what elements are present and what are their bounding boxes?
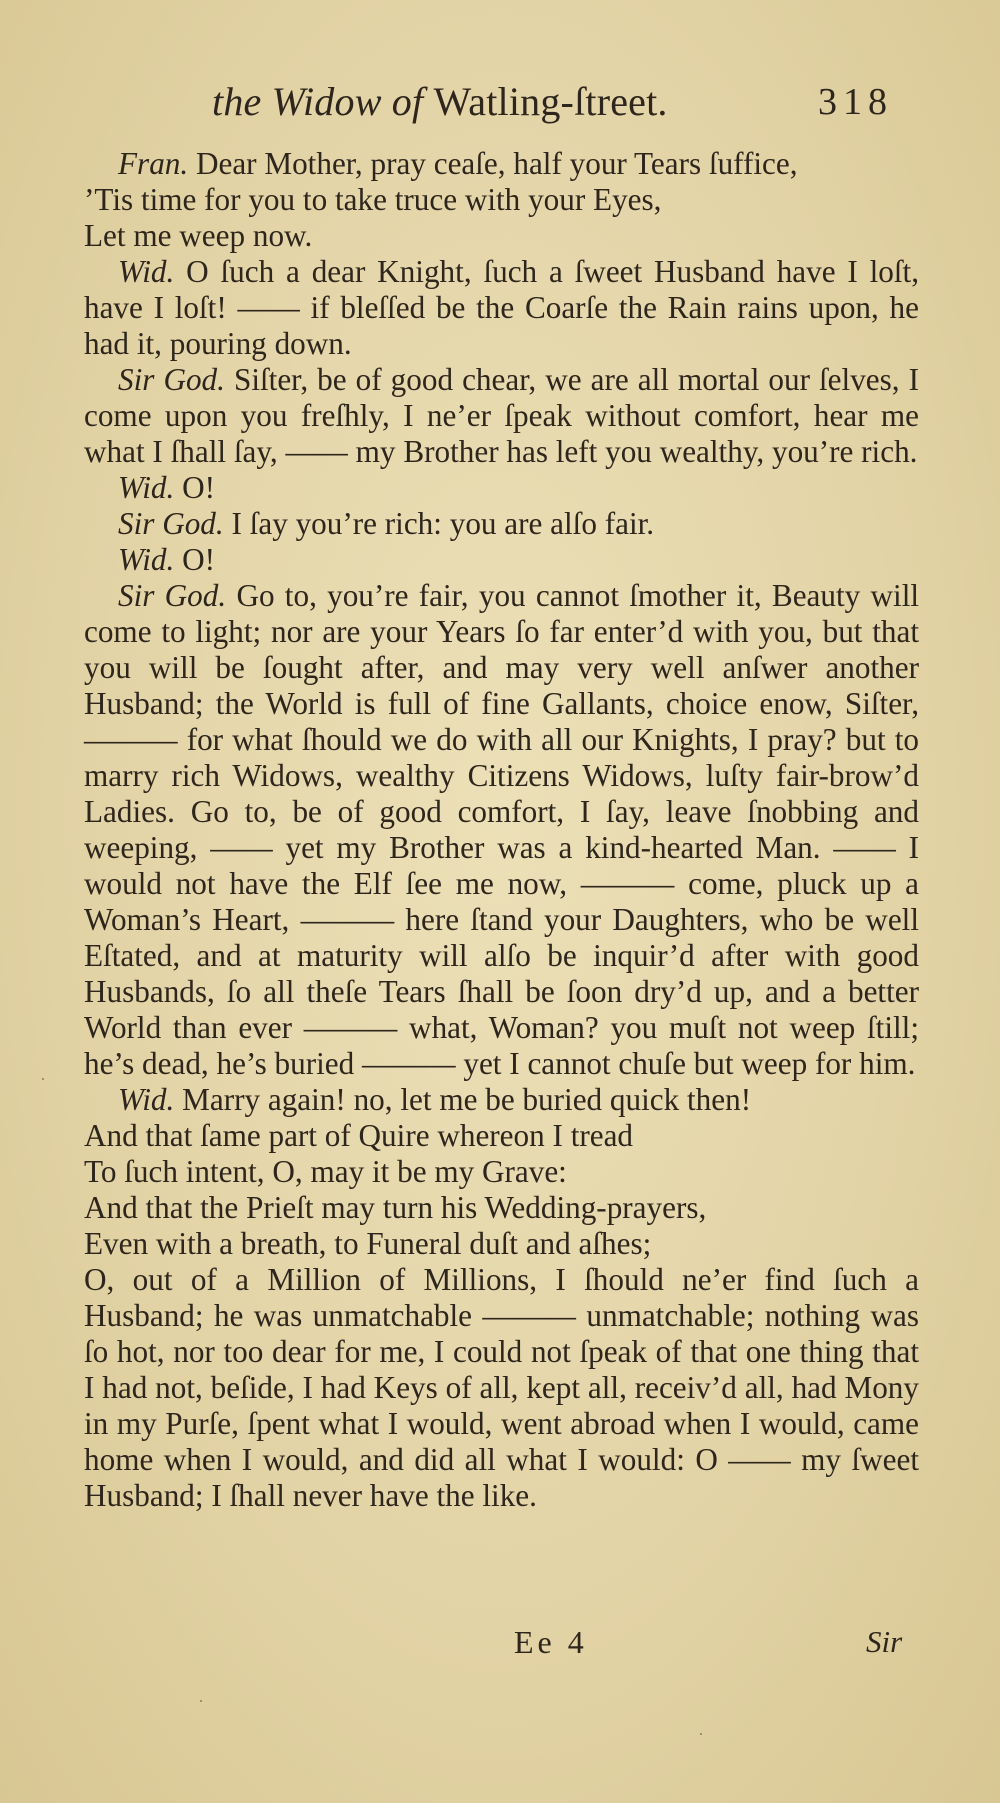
speech-text: Marry again! no, let me be buried quick then! <box>182 1082 752 1117</box>
speech-text: ’Tis time for you to take truce with your Eyes, <box>84 182 662 217</box>
speech-text: And that ſame part of Quire whereon I tread <box>84 1118 634 1153</box>
speech-text: I ſay you’re rich: you are alſo fair. <box>231 506 655 541</box>
speech-paragraph <box>84 146 919 182</box>
speech-text: To ſuch intent, O, may it be my Grave: <box>84 1154 567 1189</box>
signature-mark: Ee 4 <box>514 1624 588 1660</box>
speech-paragraph <box>84 578 919 1082</box>
speaker-name: Wid. <box>118 254 175 289</box>
speech-paragraph <box>84 362 919 470</box>
speech-text: O! <box>182 470 216 505</box>
page-footer <box>0 1624 1000 1674</box>
speaker-name: Wid. <box>118 542 175 577</box>
speech-text: Even with a breath, to Funeral duſt and aſhes; <box>84 1226 652 1261</box>
paper-speck <box>42 1078 44 1080</box>
speaker-name: Fran. <box>118 146 189 181</box>
running-head-title-roman: Watling-ſtreet. <box>433 79 668 124</box>
speech-text: And that the Prieſt may turn his Wedding-prayers, <box>84 1190 707 1225</box>
speech-text: O ſuch a dear Knight, ſuch a ſweet Husband have I loſt, have I loſt! —— if bleſſed be the Coarſe the Rain rains upon, he had it, pouring down. <box>84 254 919 361</box>
verse-line <box>84 218 919 254</box>
speech-paragraph <box>84 1082 919 1118</box>
paper-speck <box>700 1733 702 1735</box>
verse-line <box>84 1154 919 1190</box>
speaker-name: Sir God. <box>118 506 224 541</box>
speech-text: O! <box>182 542 216 577</box>
paper-speck <box>200 1700 202 1702</box>
running-head <box>212 78 668 125</box>
speech-paragraph <box>84 542 919 578</box>
speech-text: Go to, you’re fair, you cannot ſmother it, Beauty will come to light; nor are your Years ſo far enter’d with you, but that you will be ſought after, and may very well anſwer another Husband; the World is full of fine Gallants, choice enow, Siſter, ——— for what ſhould we do with all our Knights, I pray? but to marry rich Widows, wealthy Citizens Widows, luſty fair-brow’d Ladies. Go to, be of good comfort, I ſay, leave ſnobbing and weeping, —— yet my Brother was a kind-hearted Man. —— I would not have the Elf ſee me now, ——— come, pluck up a Woman’s Heart, ——— here ſtand your Daughters, who be well Eſtated, and at maturity will alſo be inquir’d after with good Husbands, ſo all theſe Tears ſhall be ſoon dry’d up, and a better World than ever ——— what, Woman? you muſt not weep ſtill; he’s dead, he’s buried ——— yet I cannot chuſe but weep for him. <box>84 578 920 1081</box>
page-header <box>0 78 1000 138</box>
speech-text: Let me weep now. <box>84 218 313 253</box>
running-head-title-italic: the Widow of <box>212 79 424 124</box>
verse-line <box>84 1226 919 1262</box>
speech-paragraph <box>84 506 919 542</box>
speech-text: Siſter, be of good chear, we are all mortal our ſelves, I come upon you freſhly, I ne’er ſpeak without comfort, hear me what I ſhall ſay, —— my Brother has left you wealthy, you’re rich. <box>84 362 919 469</box>
speech-paragraph <box>84 254 919 362</box>
speech-paragraph <box>84 470 919 506</box>
speech-text: Dear Mother, pray ceaſe, half your Tears ſuffice, <box>195 146 798 181</box>
speaker-name: Wid. <box>118 1082 175 1117</box>
page-body <box>84 146 919 1514</box>
speech-paragraph <box>84 1262 919 1514</box>
speaker-name: Sir God. <box>118 362 225 397</box>
verse-line <box>84 182 919 218</box>
speaker-name: Sir God. <box>118 578 227 613</box>
verse-line <box>84 1190 919 1226</box>
speaker-name: Wid. <box>118 470 175 505</box>
verse-line <box>84 1118 919 1154</box>
catchword: Sir <box>866 1624 903 1659</box>
page-number: 318 <box>818 81 893 123</box>
speech-text: O, out of a Million of Millions, I ſhould ne’er find ſuch a Husband; he was unmatchable ——— unmatchable; nothing was ſo hot, nor too dear for me, I could not ſpeak of that one thing that I had not, beſide, I had Keys of all, kept all, receiv’d all, had Mony in my Purſe, ſpent what I would, went abroad when I would, came home when I would, and did all what I would: O —— my ſweet Husband; I ſhall never have the like. <box>84 1262 919 1513</box>
